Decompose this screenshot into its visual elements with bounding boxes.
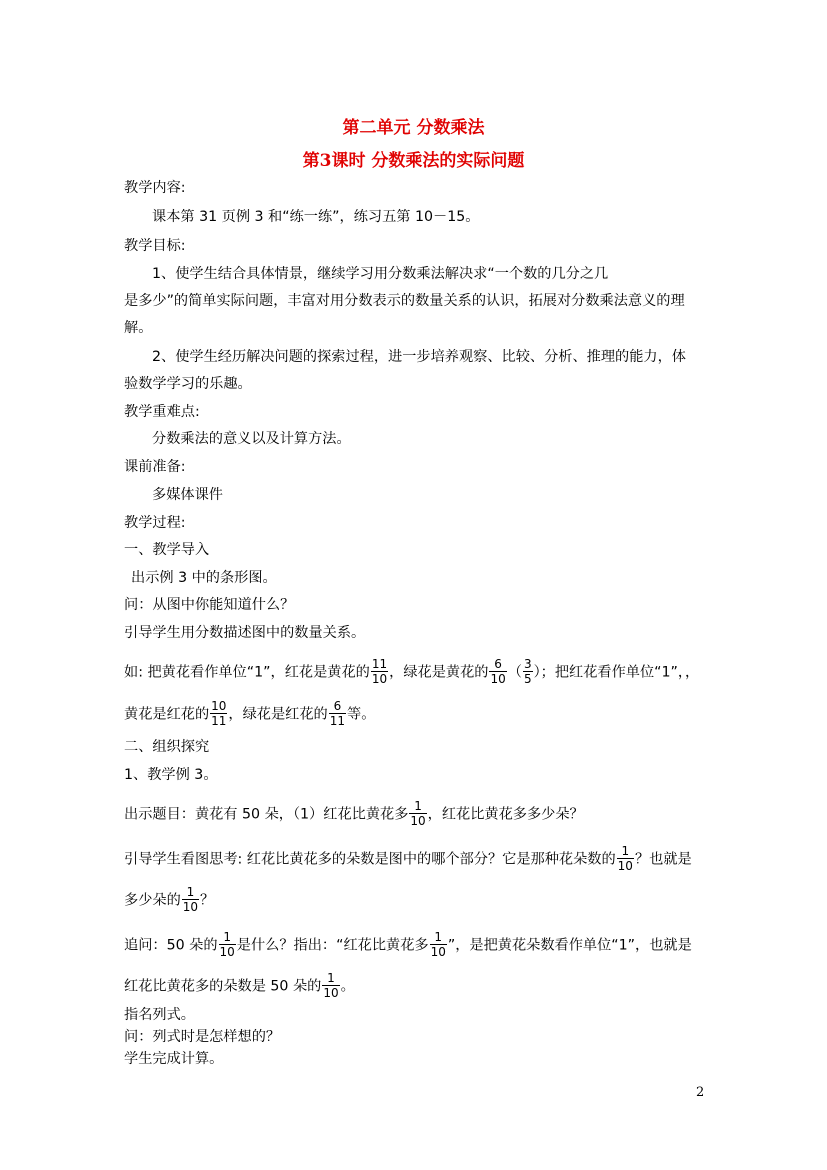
fraction — [322, 971, 339, 1000]
fraction — [430, 930, 447, 959]
numerator: 1 — [409, 799, 426, 814]
paragraph: 出示例 3 中的条形图。 — [131, 570, 277, 586]
section-heading-content: 教学内容: — [124, 180, 186, 196]
text-run: （ — [507, 664, 522, 681]
text-run: 追问：50 朵的 — [124, 937, 218, 954]
fraction — [329, 699, 346, 728]
paragraph: 引导学生用分数描述图中的数量关系。 — [124, 625, 366, 641]
denominator: 10 — [182, 900, 199, 914]
text-run: 如: 把黄花看作单位“1”，红花是黄花的 — [124, 664, 370, 681]
fraction — [617, 844, 634, 873]
text-run: 引导学生看图思考: 红花比黄花多的朵数是图中的哪个部分？它是那种花朵数的 — [124, 851, 616, 868]
paragraph: 1、教学例 3。 — [124, 767, 218, 783]
numerator: 1 — [182, 885, 199, 900]
text-run: 是什么？指出：“红花比黄花多 — [236, 937, 429, 954]
paragraph-with-fractions — [124, 800, 584, 829]
fraction — [182, 885, 199, 914]
unit-title: 第二单元 分数乘法 — [342, 118, 485, 138]
paragraph-with-fractions — [124, 972, 355, 1001]
paragraph: 问：从图中你能知道什么？ — [124, 597, 295, 613]
paragraph: 验数学学习的乐趣。 — [124, 376, 252, 392]
fraction — [371, 657, 388, 686]
section-heading-key-points: 教学重难点: — [124, 404, 200, 420]
text-run: 多少朵的 — [124, 892, 181, 909]
paragraph-with-fractions — [124, 700, 375, 729]
section-heading-goals: 教学目标: — [124, 238, 186, 254]
paragraph: 2、使学生经历解决问题的探索过程，进一步培养观察、比较、分析、推理的能力，体 — [152, 349, 686, 365]
denominator: 10 — [410, 814, 426, 828]
numerator: 1 — [617, 844, 634, 859]
fraction — [409, 799, 426, 828]
text-run: 。 — [340, 978, 355, 995]
paragraph: 学生完成计算。 — [124, 1051, 224, 1067]
numerator: 11 — [371, 657, 388, 671]
subsection-heading: 一、教学导入 — [124, 542, 210, 558]
text-run: ”，是把黄花朵数看作单位“1”，也就是 — [447, 937, 692, 954]
denominator: 10 — [371, 672, 388, 686]
fraction — [489, 657, 506, 686]
paragraph: 1、使学生结合具体情景，继续学习用分数乘法解决求“一个数的几分之几 — [152, 266, 609, 282]
text-run: ？也就是 — [634, 851, 692, 868]
paragraph: 指名列式。 — [124, 1007, 195, 1023]
denominator: 11 — [329, 714, 346, 728]
numerator: 1 — [430, 930, 447, 945]
paragraph: 是多少”的简单实际问题，丰富对用分数表示的数量关系的认识，拓展对分数乘法意义的理 — [124, 293, 685, 309]
denominator: 10 — [490, 672, 506, 686]
numerator: 6 — [329, 699, 346, 714]
paragraph-with-fractions — [124, 845, 692, 874]
numerator: 10 — [211, 699, 227, 713]
denominator: 5 — [523, 672, 532, 686]
text-run: ，红花比黄花多多少朵？ — [427, 806, 584, 823]
text-run: 红花比黄花多的朵数是 50 朵的 — [124, 978, 322, 995]
text-run: ，绿花是黄花的 — [389, 664, 489, 681]
lesson-title: 第3课时 分数乘法的实际问题 — [302, 151, 525, 171]
denominator: 10 — [617, 859, 633, 873]
numerator: 6 — [489, 657, 506, 672]
text-run: 出示题目：黄花有 50 朵，（1）红花比黄花多 — [124, 806, 409, 823]
text-run: ？ — [200, 892, 215, 909]
text-run: 黄花是红花的 — [124, 706, 210, 723]
numerator: 3 — [523, 657, 532, 671]
paragraph: 解。 — [124, 320, 153, 336]
paragraph: 问：列式时是怎样想的？ — [124, 1029, 281, 1045]
paragraph-with-fractions — [124, 658, 699, 687]
text-run: 等。 — [347, 706, 376, 723]
denominator: 10 — [430, 945, 446, 959]
fraction — [219, 930, 236, 959]
page-number: 2 — [696, 1085, 705, 1100]
denominator: 10 — [219, 945, 235, 959]
paragraph: 多媒体课件 — [152, 487, 223, 503]
section-heading-process: 教学过程: — [124, 515, 186, 531]
paragraph: 课本第 31 页例 3 和“练一练”，练习五第 10－15。 — [152, 209, 480, 225]
paragraph: 分数乘法的意义以及计算方法。 — [152, 431, 351, 447]
numerator: 1 — [219, 930, 236, 945]
fraction — [523, 657, 533, 686]
denominator: 11 — [211, 714, 227, 728]
subsection-heading: 二、组织探究 — [124, 739, 210, 755]
fraction — [210, 699, 227, 728]
numerator: 1 — [322, 971, 339, 986]
section-heading-preparation: 课前准备: — [124, 459, 186, 475]
denominator: 10 — [323, 986, 339, 1000]
text-run: ）；把红花看作单位“1”，， — [533, 664, 700, 681]
paragraph-with-fractions — [124, 886, 214, 915]
paragraph-with-fractions — [124, 931, 692, 960]
text-run: ，绿花是红花的 — [228, 706, 328, 723]
